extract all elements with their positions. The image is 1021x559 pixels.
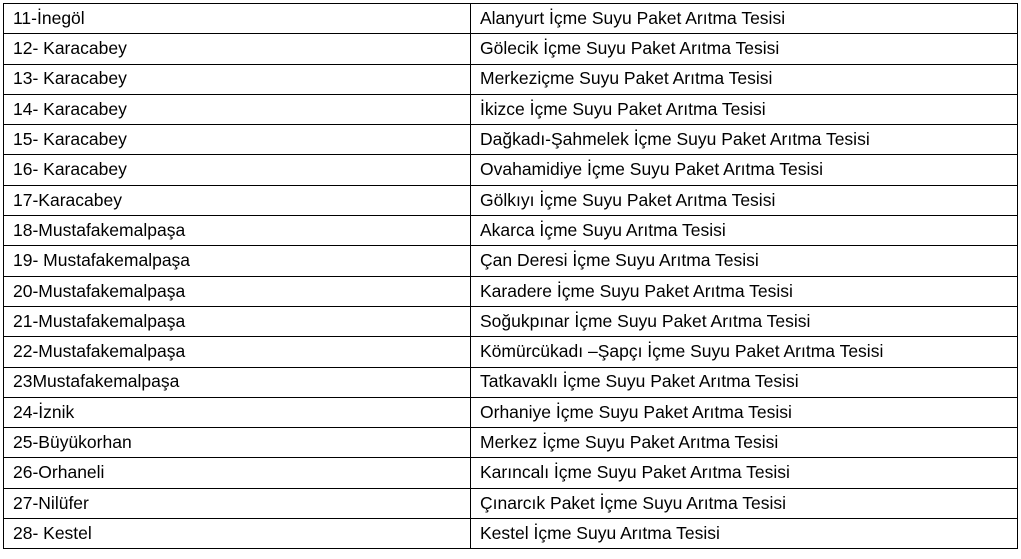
facility-cell: Karıncalı İçme Suyu Paket Arıtma Tesisi [471,458,1018,488]
district-cell: 11-İnegöl [4,4,471,34]
facilities-table [3,3,1018,549]
district-cell: 24-İznik [4,397,471,427]
table-row [4,94,1018,124]
facility-cell: Kömürcükadı –Şapçı İçme Suyu Paket Arıtma Tesisi [471,337,1018,367]
district-cell: 23Mustafakemalpaşa [4,367,471,397]
facility-cell: Karadere İçme Suyu Paket Arıtma Tesisi [471,276,1018,306]
facility-cell: Merkez İçme Suyu Paket Arıtma Tesisi [471,428,1018,458]
district-cell: 21-Mustafakemalpaşa [4,306,471,336]
facility-cell: Gölecik İçme Suyu Paket Arıtma Tesisi [471,34,1018,64]
district-cell: 20-Mustafakemalpaşa [4,276,471,306]
facility-cell: Orhaniye İçme Suyu Paket Arıtma Tesisi [471,397,1018,427]
district-cell: 13- Karacabey [4,64,471,94]
table-row [4,488,1018,518]
table-row [4,4,1018,34]
table-row [4,185,1018,215]
table-row [4,34,1018,64]
table-row [4,216,1018,246]
facility-cell: Akarca İçme Suyu Arıtma Tesisi [471,216,1018,246]
district-cell: 26-Orhaneli [4,458,471,488]
facility-cell: Alanyurt İçme Suyu Paket Arıtma Tesisi [471,4,1018,34]
facility-cell: Dağkadı-Şahmelek İçme Suyu Paket Arıtma Tesisi [471,125,1018,155]
table-row [4,155,1018,185]
facility-cell: Çınarcık Paket İçme Suyu Arıtma Tesisi [471,488,1018,518]
table-row [4,276,1018,306]
table-row [4,306,1018,336]
district-cell: 27-Nilüfer [4,488,471,518]
table-row [4,367,1018,397]
table-row [4,519,1018,549]
facility-cell: İkizce İçme Suyu Paket Arıtma Tesisi [471,94,1018,124]
district-cell: 28- Kestel [4,519,471,549]
district-cell: 25-Büyükorhan [4,428,471,458]
table-row [4,458,1018,488]
facility-cell: Gölkıyı İçme Suyu Paket Arıtma Tesisi [471,185,1018,215]
district-cell: 22-Mustafakemalpaşa [4,337,471,367]
district-cell: 14- Karacabey [4,94,471,124]
table-row [4,246,1018,276]
facility-cell: Tatkavaklı İçme Suyu Paket Arıtma Tesisi [471,367,1018,397]
facility-cell: Soğukpınar İçme Suyu Paket Arıtma Tesisi [471,306,1018,336]
district-cell: 15- Karacabey [4,125,471,155]
facility-cell: Merkeziçme Suyu Paket Arıtma Tesisi [471,64,1018,94]
table-row [4,397,1018,427]
district-cell: 17-Karacabey [4,185,471,215]
district-cell: 19- Mustafakemalpaşa [4,246,471,276]
table-row [4,428,1018,458]
facility-cell: Çan Deresi İçme Suyu Arıtma Tesisi [471,246,1018,276]
table-row [4,64,1018,94]
district-cell: 16- Karacabey [4,155,471,185]
table-row [4,337,1018,367]
facility-cell: Ovahamidiye İçme Suyu Paket Arıtma Tesisi [471,155,1018,185]
district-cell: 12- Karacabey [4,34,471,64]
table-row [4,125,1018,155]
facility-cell: Kestel İçme Suyu Arıtma Tesisi [471,519,1018,549]
district-cell: 18-Mustafakemalpaşa [4,216,471,246]
facilities-table-body [4,4,1018,549]
